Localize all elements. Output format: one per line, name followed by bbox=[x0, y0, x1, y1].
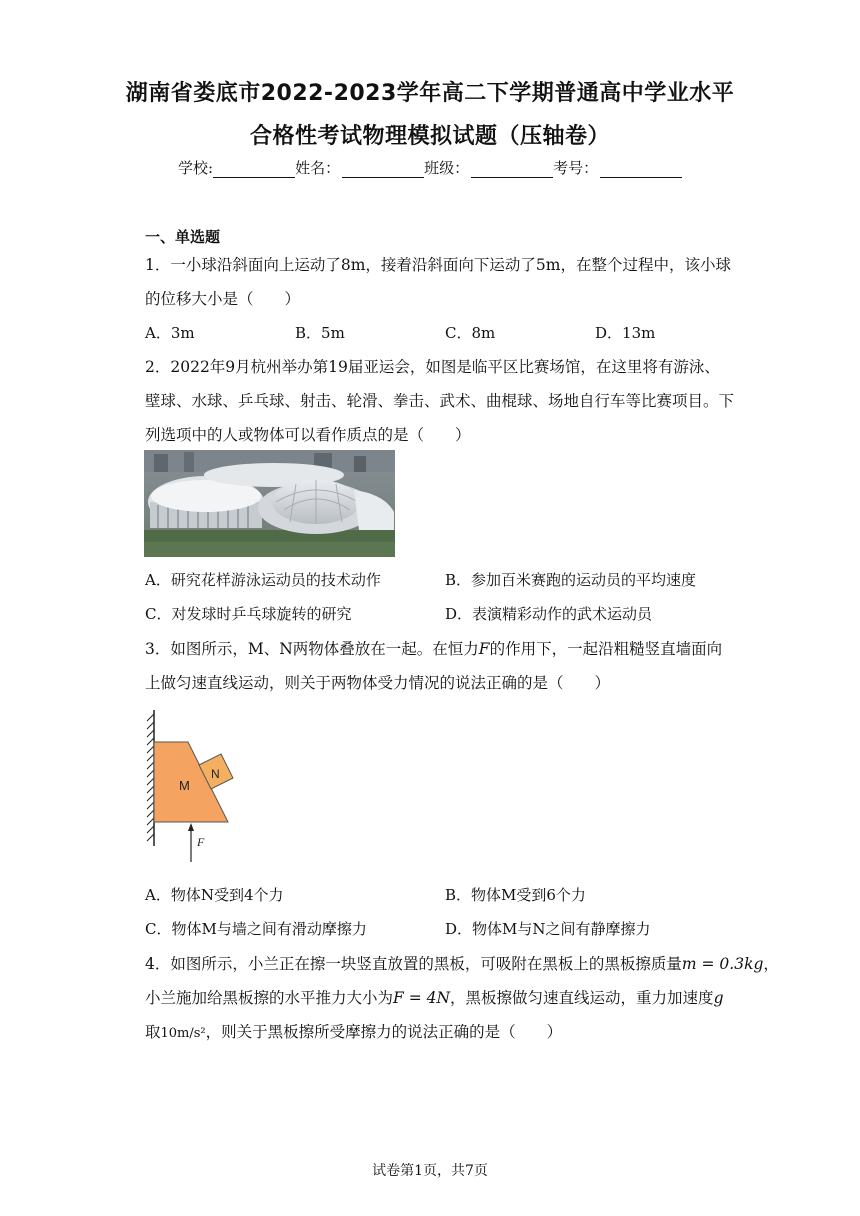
page-footer: 试卷第1页，共7页 bbox=[372, 1163, 488, 1179]
exam-title-line2: 合格性考试物理模拟试题（压轴卷） bbox=[249, 124, 610, 149]
q3-option-d[interactable]: D．物体M与N之间有静摩擦力 bbox=[445, 920, 651, 938]
class-label: 班级： bbox=[424, 159, 470, 177]
q1-option-d[interactable]: D．13m bbox=[595, 324, 656, 342]
q4-line1: 4．如图所示，小兰正在擦一块竖直放置的黑板，可吸附在黑板上的黑板擦质量m = 0.3kg， bbox=[145, 955, 779, 973]
q2-option-d[interactable]: D．表演精彩动作的武术运动员 bbox=[445, 605, 653, 623]
class-field[interactable] bbox=[471, 162, 553, 178]
q4-line3: 取10m/s²，则关于黑板擦所受摩擦力的说法正确的是（ ） bbox=[145, 1023, 563, 1041]
q2-option-a[interactable]: A．研究花样游泳运动员的技术动作 bbox=[145, 571, 381, 589]
f-label: F bbox=[197, 835, 205, 849]
q2-line1: 2．2022年9月杭州举办第19届亚运会，如图是临平区比赛场馆，在这里将有游泳、 bbox=[145, 358, 720, 376]
student-info-row bbox=[178, 157, 682, 178]
stadium-photo bbox=[144, 450, 395, 557]
q1-option-b[interactable]: B．5m bbox=[295, 324, 345, 342]
q1-line1: 1．一小球沿斜面向上运动了8m，接着沿斜面向下运动了5m，在整个过程中，该小球 bbox=[145, 256, 731, 274]
exam-title-line1: 湖南省娄底市2022-2023学年高二下学期普通高中学业水平 bbox=[125, 81, 735, 106]
q3-line2: 上做匀速直线运动，则关于两物体受力情况的说法正确的是（ ） bbox=[145, 674, 611, 692]
school-label: 学校: bbox=[178, 159, 214, 177]
force-diagram bbox=[144, 706, 244, 866]
id-field[interactable] bbox=[600, 162, 682, 178]
q1-line2: 的位移大小是（ ） bbox=[145, 290, 301, 308]
q3-option-a[interactable]: A．物体N受到4个力 bbox=[145, 886, 284, 904]
q3-option-b[interactable]: B．物体M受到6个力 bbox=[445, 886, 586, 904]
q2-line2: 壁球、水球、乒乓球、射击、轮滑、拳击、武术、曲棍球、场地自行车等比赛项目。下 bbox=[145, 392, 735, 410]
name-field[interactable] bbox=[342, 162, 424, 178]
q2-option-c[interactable]: C．对发球时乒乓球旋转的研究 bbox=[145, 605, 352, 623]
q2-line3: 列选项中的人或物体可以看作质点的是（ ） bbox=[145, 426, 471, 444]
q4-line2: 小兰施加给黑板擦的水平推力大小为F = 4N，黑板擦做匀速直线运动，重力加速度g bbox=[145, 989, 724, 1007]
section-title: 一、单选题 bbox=[145, 228, 221, 246]
n-label: N bbox=[211, 767, 220, 781]
q3-option-c[interactable]: C．物体M与墙之间有滑动摩擦力 bbox=[145, 920, 367, 938]
school-field[interactable] bbox=[213, 162, 295, 178]
q1-option-c[interactable]: C．8m bbox=[445, 324, 496, 342]
name-label: 姓名： bbox=[295, 159, 341, 177]
q1-option-a[interactable]: A．3m bbox=[145, 324, 195, 342]
id-label: 考号： bbox=[553, 159, 599, 177]
q2-option-b[interactable]: B．参加百米赛跑的运动员的平均速度 bbox=[445, 571, 697, 589]
q3-line1: 3．如图所示，M、N两物体叠放在一起。在恒力F的作用下，一起沿粗糙竖直墙面向 bbox=[145, 640, 723, 658]
m-label: M bbox=[179, 778, 190, 793]
